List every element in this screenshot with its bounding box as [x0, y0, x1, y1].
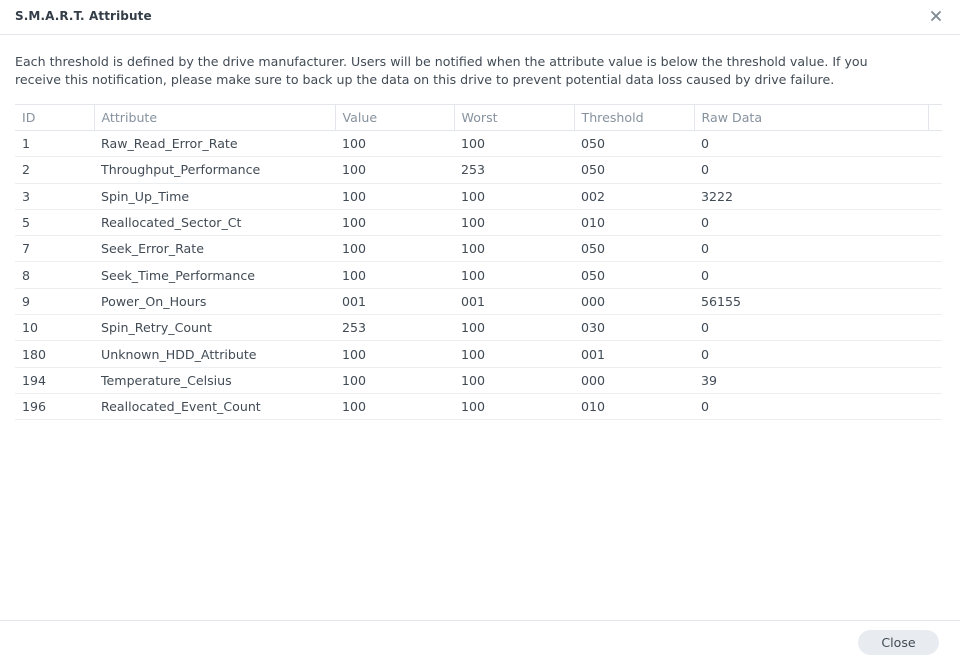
cell-raw-data: 0 — [694, 209, 928, 235]
cell-id: 7 — [15, 236, 94, 262]
cell-raw-data: 0 — [694, 131, 928, 157]
cell-worst: 253 — [454, 157, 574, 183]
cell-raw-data: 0 — [694, 315, 928, 341]
cell-filler — [928, 236, 942, 262]
cell-threshold: 030 — [574, 315, 694, 341]
cell-value: 100 — [335, 341, 454, 367]
cell-raw-data: 3222 — [694, 183, 928, 209]
cell-attribute: Unknown_HDD_Attribute — [94, 341, 335, 367]
cell-threshold: 050 — [574, 262, 694, 288]
column-header-raw-data[interactable]: Raw Data — [694, 105, 928, 131]
cell-worst: 100 — [454, 393, 574, 419]
table-row[interactable] — [15, 341, 942, 367]
cell-threshold: 001 — [574, 341, 694, 367]
cell-value: 100 — [335, 393, 454, 419]
cell-worst: 001 — [454, 288, 574, 314]
cell-threshold: 000 — [574, 288, 694, 314]
cell-value: 001 — [335, 288, 454, 314]
cell-id: 9 — [15, 288, 94, 314]
cell-filler — [928, 341, 942, 367]
column-header-attribute[interactable]: Attribute — [94, 105, 335, 131]
table-row[interactable] — [15, 157, 942, 183]
dialog-description: Each threshold is defined by the drive manufacturer. Users will be notified when the attribute value is below the threshold value. If you receive this notification, please make sure to back up the data on this drive to prevent potential data loss caused by drive failure. — [15, 54, 868, 87]
cell-worst: 100 — [454, 262, 574, 288]
table-row[interactable] — [15, 236, 942, 262]
cell-worst: 100 — [454, 315, 574, 341]
column-header-worst[interactable]: Worst — [454, 105, 574, 131]
table-row[interactable] — [15, 367, 942, 393]
cell-id: 180 — [15, 341, 94, 367]
table-header-row — [15, 105, 942, 131]
cell-threshold: 050 — [574, 131, 694, 157]
table-row[interactable] — [15, 288, 942, 314]
cell-filler — [928, 393, 942, 419]
close-button[interactable]: Close — [858, 630, 939, 655]
table-row[interactable] — [15, 262, 942, 288]
smart-table-container — [15, 104, 942, 420]
cell-raw-data: 0 — [694, 236, 928, 262]
cell-id: 1 — [15, 131, 94, 157]
cell-filler — [928, 209, 942, 235]
cell-value: 100 — [335, 131, 454, 157]
column-header-filler — [928, 105, 942, 131]
table-body — [15, 131, 942, 420]
cell-attribute: Power_On_Hours — [94, 288, 335, 314]
cell-id: 8 — [15, 262, 94, 288]
close-icon[interactable] — [928, 8, 944, 24]
cell-worst: 100 — [454, 341, 574, 367]
cell-filler — [928, 183, 942, 209]
cell-value: 253 — [335, 315, 454, 341]
cell-raw-data: 56155 — [694, 288, 928, 314]
cell-attribute: Reallocated_Event_Count — [94, 393, 335, 419]
table-row[interactable] — [15, 393, 942, 419]
cell-value: 100 — [335, 157, 454, 183]
dialog-titlebar — [0, 0, 960, 35]
cell-raw-data: 39 — [694, 367, 928, 393]
cell-id: 194 — [15, 367, 94, 393]
cell-threshold: 010 — [574, 393, 694, 419]
dialog-footer — [0, 620, 960, 662]
dialog-title: S.M.A.R.T. Attribute — [15, 9, 152, 23]
cell-worst: 100 — [454, 131, 574, 157]
cell-value: 100 — [335, 236, 454, 262]
cell-attribute: Raw_Read_Error_Rate — [94, 131, 335, 157]
cell-threshold: 002 — [574, 183, 694, 209]
cell-attribute: Seek_Error_Rate — [94, 236, 335, 262]
cell-attribute: Temperature_Celsius — [94, 367, 335, 393]
cell-worst: 100 — [454, 209, 574, 235]
cell-attribute: Throughput_Performance — [94, 157, 335, 183]
cell-raw-data: 0 — [694, 393, 928, 419]
cell-filler — [928, 288, 942, 314]
cell-attribute: Seek_Time_Performance — [94, 262, 335, 288]
column-header-threshold[interactable]: Threshold — [574, 105, 694, 131]
table-row[interactable] — [15, 183, 942, 209]
cell-threshold: 010 — [574, 209, 694, 235]
cell-raw-data: 0 — [694, 262, 928, 288]
cell-filler — [928, 131, 942, 157]
cell-id: 196 — [15, 393, 94, 419]
cell-raw-data: 0 — [694, 341, 928, 367]
cell-threshold: 000 — [574, 367, 694, 393]
cell-threshold: 050 — [574, 236, 694, 262]
table-row[interactable] — [15, 315, 942, 341]
cell-attribute: Reallocated_Sector_Ct — [94, 209, 335, 235]
cell-value: 100 — [335, 262, 454, 288]
cell-filler — [928, 262, 942, 288]
cell-raw-data: 0 — [694, 157, 928, 183]
cell-filler — [928, 367, 942, 393]
cell-id: 2 — [15, 157, 94, 183]
table-row[interactable] — [15, 131, 942, 157]
cell-worst: 100 — [454, 367, 574, 393]
cell-attribute: Spin_Up_Time — [94, 183, 335, 209]
cell-value: 100 — [335, 183, 454, 209]
cell-value: 100 — [335, 367, 454, 393]
cell-worst: 100 — [454, 236, 574, 262]
cell-filler — [928, 315, 942, 341]
cell-id: 10 — [15, 315, 94, 341]
cell-attribute: Spin_Retry_Count — [94, 315, 335, 341]
table-row[interactable] — [15, 209, 942, 235]
cell-threshold: 050 — [574, 157, 694, 183]
cell-worst: 100 — [454, 183, 574, 209]
cell-id: 5 — [15, 209, 94, 235]
cell-value: 100 — [335, 209, 454, 235]
column-header-value[interactable]: Value — [335, 105, 454, 131]
cell-id: 3 — [15, 183, 94, 209]
column-header-id[interactable]: ID — [15, 105, 94, 131]
cell-filler — [928, 157, 942, 183]
smart-attribute-table — [15, 104, 942, 420]
